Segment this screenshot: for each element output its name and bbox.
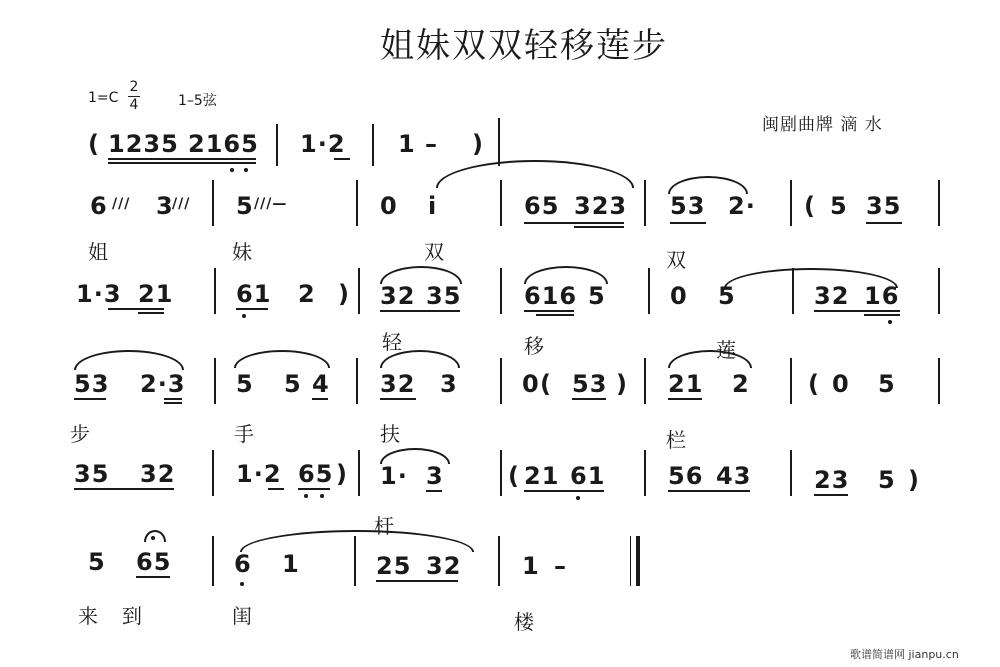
final-bar-thick: [636, 536, 640, 586]
note-group: 35: [866, 192, 902, 220]
underline: [108, 158, 256, 160]
lyric: 妹: [232, 240, 252, 264]
note: 0: [670, 282, 688, 310]
note: 5: [236, 370, 254, 398]
note: 5: [878, 466, 896, 494]
note-group: 35: [74, 460, 110, 488]
low-dot: [304, 494, 308, 498]
note-group: 32: [426, 552, 462, 580]
lyric: 到: [122, 604, 142, 628]
note: 1·: [380, 462, 408, 490]
fermata: [144, 530, 166, 542]
fermata-dot: [151, 536, 155, 540]
note: 3: [156, 192, 174, 220]
low-dot: [244, 168, 248, 172]
paren-close: ): [472, 130, 484, 158]
bar-line: [214, 268, 216, 314]
bar-line: [214, 358, 216, 404]
paren-close: ): [908, 466, 920, 494]
bar-line: [644, 358, 646, 404]
time-signature: [128, 80, 140, 113]
underline: [138, 312, 164, 314]
underline: [136, 576, 170, 578]
note: 5: [588, 282, 606, 310]
note-group: 2165: [188, 130, 259, 158]
underline: [236, 308, 268, 310]
note-group: 1·2: [300, 130, 346, 158]
note-group: 32: [380, 282, 416, 310]
underline: [312, 398, 328, 400]
note-group: 65: [524, 192, 560, 220]
note-group: 53: [572, 370, 608, 398]
underline: [380, 398, 416, 400]
bar-line: [790, 450, 792, 496]
note: 5: [284, 370, 302, 398]
note: 6: [234, 550, 252, 578]
note-group: 16: [864, 282, 900, 310]
song-title: 姐妹双双轻移莲步: [380, 26, 668, 66]
underline: [814, 494, 848, 496]
lyric: 双: [666, 248, 686, 272]
note-group: 65: [298, 460, 334, 488]
lyric: 栏: [666, 428, 686, 452]
underline: [298, 488, 330, 490]
paren-close: ): [616, 370, 628, 398]
slur: [234, 350, 330, 368]
lyric: 双: [424, 240, 444, 264]
note-group: 21: [524, 462, 560, 490]
note-group: 61: [236, 280, 272, 308]
note-group: 65: [136, 548, 172, 576]
note: 0: [832, 370, 850, 398]
paren-open: (: [804, 192, 816, 220]
low-dot: [242, 314, 246, 318]
tuning-label: 1–5弦: [178, 93, 217, 109]
underline: [670, 222, 706, 224]
note-group: 23: [814, 466, 850, 494]
bar-line: [372, 124, 374, 166]
bar-line: [500, 268, 502, 314]
underline: [524, 490, 604, 492]
lyric: 杆: [374, 514, 394, 538]
genre-label: 闽剧曲牌 滴 水: [762, 115, 883, 135]
note: 4: [312, 370, 330, 398]
meter-top: 2: [129, 79, 139, 95]
note: 5: [718, 282, 736, 310]
underline: [380, 310, 460, 312]
bar-line: [358, 450, 360, 496]
lyric: 步: [70, 422, 90, 446]
note-group: 323: [574, 192, 628, 220]
bar-line: [500, 180, 502, 226]
key-signature: 1=C: [88, 90, 119, 106]
bar-line: [358, 268, 360, 314]
lyric: 扶: [380, 422, 400, 446]
note: 2: [298, 280, 316, 308]
underline: [524, 222, 624, 224]
note-group: 21: [668, 370, 704, 398]
note: 5: [830, 192, 848, 220]
underline: [376, 580, 458, 582]
note: i: [428, 192, 438, 220]
note-group: 616: [524, 282, 578, 310]
note: 1: [522, 552, 540, 580]
bar-line: [356, 358, 358, 404]
underline: [668, 490, 750, 492]
underline: [334, 158, 350, 160]
low-dot: [320, 494, 324, 498]
meter-bottom: 4: [129, 97, 139, 113]
underline: [164, 398, 182, 400]
underline: [108, 162, 256, 164]
note-group: 53: [74, 370, 110, 398]
low-dot: [240, 582, 244, 586]
note: 1: [282, 550, 300, 578]
bar-line: [790, 180, 792, 226]
lyric: 楼: [514, 610, 534, 634]
slur: [240, 530, 474, 552]
underline: [572, 398, 606, 400]
note-group: 56: [668, 462, 704, 490]
bar-line: [498, 536, 500, 586]
note-group: 1 –: [398, 130, 439, 158]
bar-line: [938, 358, 940, 404]
note-group: 21: [138, 280, 174, 308]
bar-line: [938, 180, 940, 226]
bar-line: [356, 180, 358, 226]
lyric: 移: [524, 334, 544, 358]
note: 5: [236, 192, 254, 220]
slur: [668, 350, 752, 368]
underline: [268, 488, 284, 490]
underline: [536, 314, 574, 316]
note: 2: [732, 370, 750, 398]
note: 5: [878, 370, 896, 398]
note: 3: [440, 370, 458, 398]
underline: [814, 310, 900, 312]
note-group: 32: [140, 460, 176, 488]
low-dot: [576, 496, 580, 500]
bar-line: [648, 268, 650, 314]
slur: [436, 160, 634, 188]
paren-close: ): [338, 280, 350, 308]
site-watermark: 歌谱简谱网 jianpu.cn: [850, 648, 959, 661]
lyric: 手: [234, 422, 254, 446]
underline: [74, 488, 174, 490]
paren-open: (: [88, 130, 100, 158]
paren-open: (: [808, 370, 820, 398]
bar-line: [212, 536, 214, 586]
paren-close: ): [336, 460, 348, 488]
note-group: 1235: [108, 130, 179, 158]
bar-line: [212, 180, 214, 226]
bar-line: [644, 180, 646, 226]
note: 6: [90, 192, 108, 220]
note: 2·: [728, 192, 756, 220]
underline: [74, 398, 106, 400]
lyric: 轻: [382, 330, 402, 354]
bar-line: [644, 450, 646, 496]
low-dot: [888, 320, 892, 324]
underline: [164, 402, 182, 404]
note-group: 25: [376, 552, 412, 580]
underline: [426, 490, 442, 492]
bar-line: [354, 536, 356, 586]
bar-line: [276, 124, 278, 166]
bar-line: [498, 118, 500, 166]
note: 0: [522, 370, 540, 398]
bar-line: [790, 358, 792, 404]
bar-line: [500, 358, 502, 404]
note-group: 1·2: [236, 460, 282, 488]
note-group: 1·3: [76, 280, 122, 308]
note-group: 32: [380, 370, 416, 398]
lyric: 闺: [232, 604, 252, 628]
note-group: 32: [814, 282, 850, 310]
note-group: 35: [426, 282, 462, 310]
note-group: 2·3: [140, 370, 186, 398]
note-group: 53: [670, 192, 706, 220]
slur: [74, 350, 184, 370]
lyric: 来: [78, 604, 98, 628]
underline: [864, 314, 900, 316]
note: 0: [380, 192, 398, 220]
note: 5: [88, 548, 106, 576]
underline: [524, 310, 574, 312]
bar-line: [792, 268, 794, 314]
dash: –: [554, 552, 567, 580]
underline: [574, 226, 624, 228]
lyric: 姐: [88, 240, 108, 264]
lyric: 莲: [716, 338, 736, 362]
paren-open: (: [540, 370, 552, 398]
underline: [866, 222, 902, 224]
note-group: 61: [570, 462, 606, 490]
low-dot: [230, 168, 234, 172]
note: 3: [426, 462, 444, 490]
underline: [668, 398, 702, 400]
paren-open: (: [508, 462, 520, 490]
bar-line: [938, 268, 940, 314]
final-bar-thin: [630, 536, 631, 586]
bar-line: [500, 450, 502, 496]
note-group: 43: [716, 462, 752, 490]
bar-line: [212, 450, 214, 496]
underline: [108, 308, 164, 310]
